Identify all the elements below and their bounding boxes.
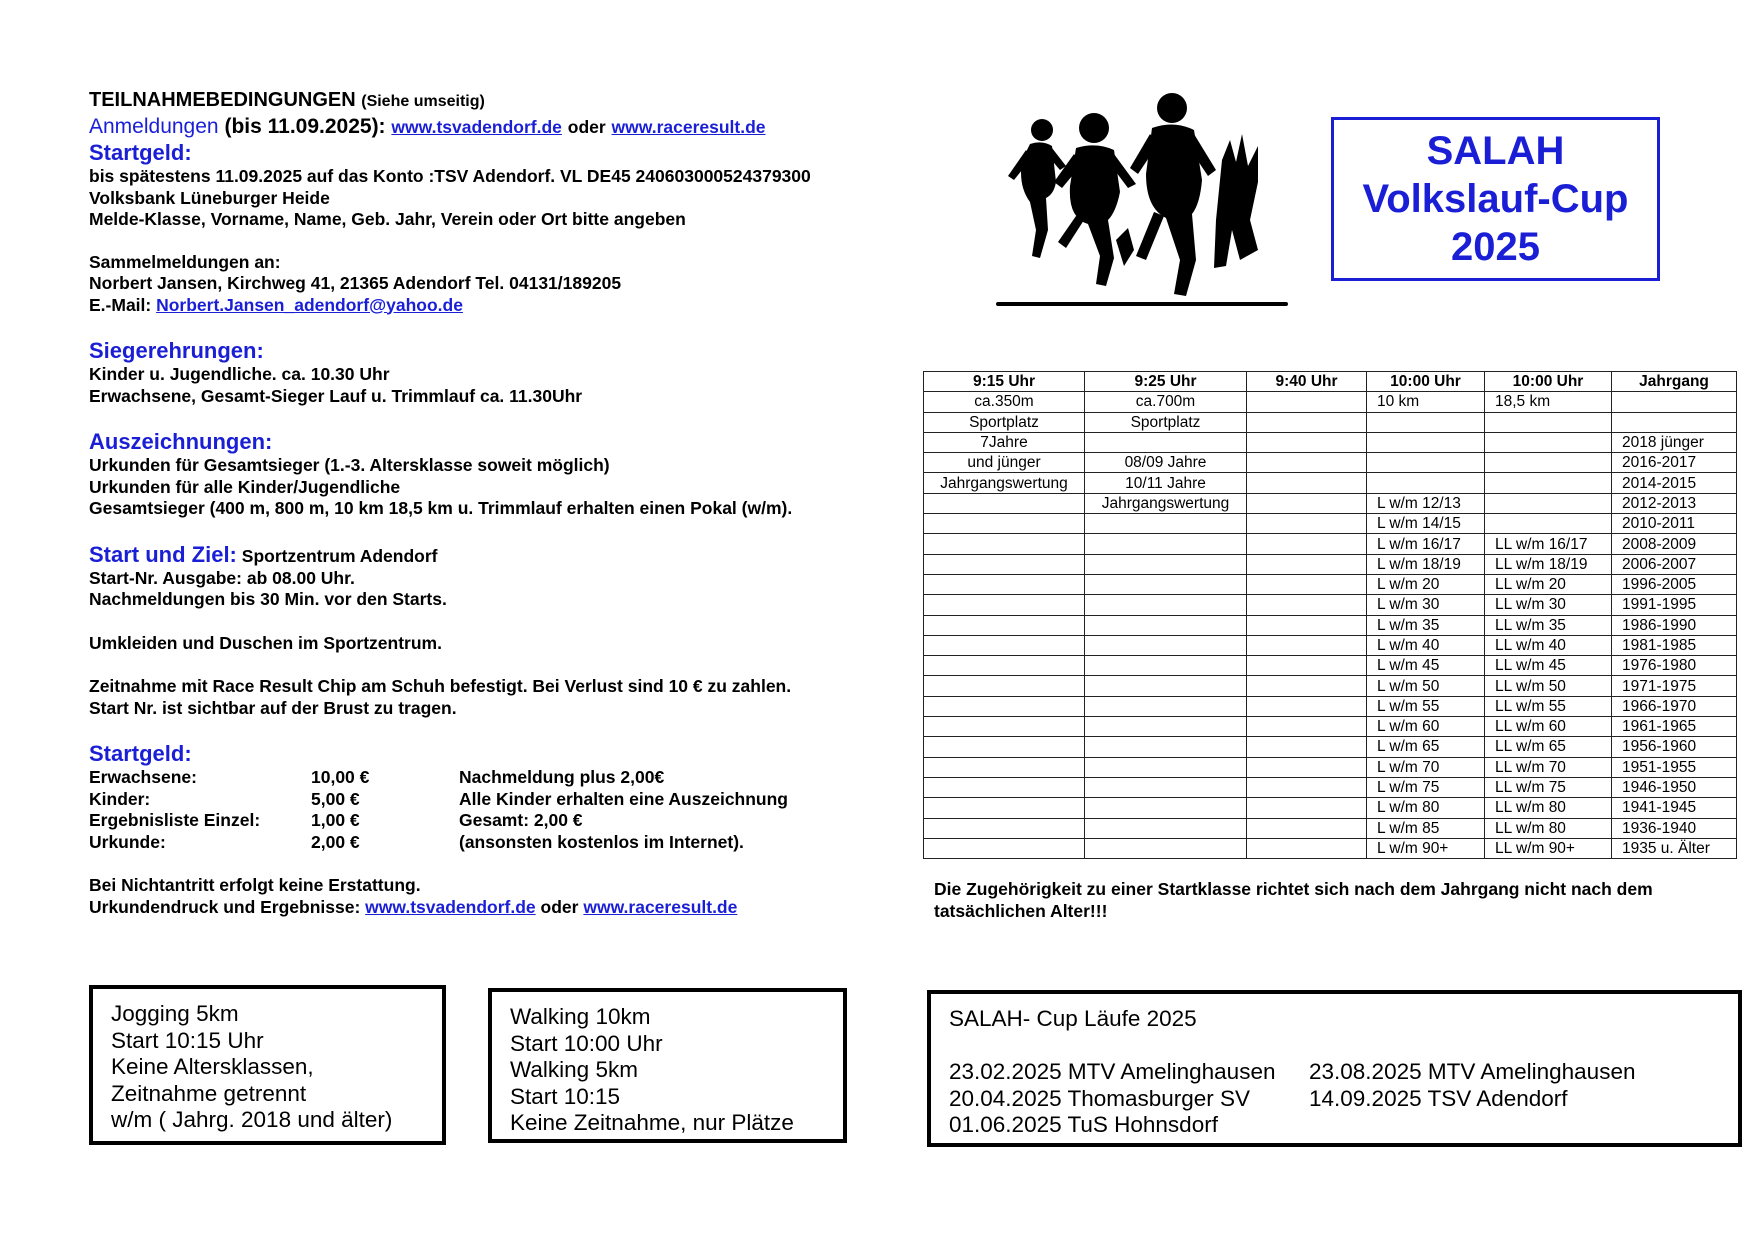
no-refund: Bei Nichtantritt erfolgt keine Erstattung. — [89, 875, 421, 895]
table-cell — [1247, 534, 1367, 554]
table-cell — [1247, 757, 1367, 777]
table-cell — [924, 737, 1085, 757]
table-cell: 2016-2017 — [1612, 453, 1737, 473]
table-cell: L w/m 75 — [1367, 777, 1485, 797]
table-cell — [924, 757, 1085, 777]
table-cell — [1367, 473, 1485, 493]
table-cell — [1085, 635, 1247, 655]
table-row — [924, 615, 1737, 635]
table-row — [924, 676, 1737, 696]
table-cell: LL w/m 20 — [1485, 574, 1612, 594]
group-registration-label: Sammelmeldungen an: — [89, 251, 281, 272]
conditions-title: TEILNAHMEBEDINGUNGEN — [89, 89, 356, 111]
jogging-line: Jogging 5km — [111, 1001, 239, 1026]
table-cell: 18,5 km — [1485, 392, 1612, 412]
late-registration: Nachmeldungen bis 30 Min. vor den Starts. — [89, 589, 447, 609]
table-cell: 1935 u. Älter — [1612, 838, 1737, 858]
table-cell — [1085, 574, 1247, 594]
table-cell: LL w/m 65 — [1485, 737, 1612, 757]
table-row — [924, 737, 1737, 757]
table-row — [924, 635, 1737, 655]
table-cell — [1247, 798, 1367, 818]
cup-race: 23.02.2025 MTV Amelinghausen — [949, 1059, 1276, 1084]
table-cell: 1941-1945 — [1612, 798, 1737, 818]
results-tsv-link[interactable]: www.tsvadendorf.de — [365, 896, 536, 917]
table-cell — [924, 493, 1085, 513]
table-cell: LL w/m 60 — [1485, 717, 1612, 737]
walking-line: Keine Zeitnahme, nur Plätze — [510, 1110, 794, 1135]
table-row — [924, 838, 1737, 858]
table-cell — [1247, 615, 1367, 635]
table-cell — [924, 554, 1085, 574]
table-cell — [1247, 453, 1367, 473]
fee-label: Kinder: — [89, 788, 151, 809]
entry-fee-info: Melde-Klasse, Vorname, Name, Geb. Jahr, Verein oder Ort bitte angeben — [89, 209, 686, 229]
table-cell: L w/m 40 — [1367, 635, 1485, 655]
table-cell: LL w/m 50 — [1485, 676, 1612, 696]
table-cell — [1247, 737, 1367, 757]
table-cell: 10/11 Jahre — [1085, 473, 1247, 493]
table-cell — [924, 534, 1085, 554]
fee-amount: 10,00 € — [311, 767, 370, 787]
walking-line: Start 10:15 — [510, 1083, 621, 1109]
table-row — [924, 574, 1737, 594]
jogging-line: Start 10:15 Uhr — [111, 1027, 264, 1053]
table-cell — [1367, 453, 1485, 473]
walking-line: Walking 10km — [510, 1004, 651, 1029]
table-header-row — [924, 372, 1737, 392]
table-cell: LL w/m 75 — [1485, 777, 1612, 797]
table-cell: 1966-1970 — [1612, 696, 1737, 716]
table-cell — [1085, 717, 1247, 737]
walking-box — [488, 988, 847, 1143]
table-cell: 10 km — [1367, 392, 1485, 412]
table-cell — [1085, 777, 1247, 797]
fee-amount: 2,00 € — [311, 831, 360, 852]
table-cell — [1085, 595, 1247, 615]
table-cell: LL w/m 40 — [1485, 635, 1612, 655]
jogging-box — [89, 985, 446, 1145]
results-line — [89, 897, 899, 919]
registration-label: Anmeldungen — [89, 115, 219, 138]
award-ceremony-kids: Kinder u. Jugendliche. ca. 10.30 Uhr — [89, 364, 390, 384]
table-cell: L w/m 16/17 — [1367, 534, 1485, 554]
fee-label: Ergebnisliste Einzel: — [89, 810, 261, 830]
cup-race: 23.08.2025 MTV Amelinghausen — [1309, 1059, 1636, 1084]
start-finish-place: Sportzentrum Adendorf — [241, 545, 438, 566]
table-row — [924, 656, 1737, 676]
table-row — [924, 757, 1737, 777]
cup-schedule-box — [927, 990, 1742, 1147]
table-cell — [1085, 534, 1247, 554]
table-cell: L w/m 90+ — [1367, 838, 1485, 858]
registration-deadline: (bis 11.09.2025): — [224, 115, 386, 138]
table-cell: 2012-2013 — [1612, 493, 1737, 513]
table-cell: 2010-2011 — [1612, 514, 1737, 534]
table-cell — [1612, 392, 1737, 412]
table-cell — [1247, 554, 1367, 574]
table-row — [924, 453, 1737, 473]
table-cell: L w/m 20 — [1367, 574, 1485, 594]
table-cell — [1085, 757, 1247, 777]
table-cell — [1085, 615, 1247, 635]
table-row — [924, 432, 1737, 452]
jogging-line: Zeitnahme getrennt — [111, 1080, 307, 1106]
table-cell — [1485, 432, 1612, 452]
table-cell: 2008-2009 — [1612, 534, 1737, 554]
entry-fee-heading: Startgeld: — [89, 140, 192, 165]
age-class-table — [923, 371, 1737, 859]
table-cell: L w/m 35 — [1367, 615, 1485, 635]
table-cell: L w/m 65 — [1367, 737, 1485, 757]
table-cell: L w/m 85 — [1367, 818, 1485, 838]
table-cell: L w/m 30 — [1367, 595, 1485, 615]
table-header: 9:40 Uhr — [1247, 372, 1367, 392]
table-cell: Sportplatz — [924, 412, 1085, 432]
award-ceremony-adults: Erwachsene, Gesamt-Sieger Lauf u. Trimmlauf ca. 11.30Uhr — [89, 385, 583, 406]
table-cell — [1247, 696, 1367, 716]
table-cell — [1247, 432, 1367, 452]
table-cell — [1485, 493, 1612, 513]
table-cell: 1976-1980 — [1612, 656, 1737, 676]
table-cell — [924, 615, 1085, 635]
table-cell: LL w/m 90+ — [1485, 838, 1612, 858]
table-cell — [1247, 838, 1367, 858]
table-cell: LL w/m 35 — [1485, 615, 1612, 635]
table-cell: ca.350m — [924, 392, 1085, 412]
table-cell — [1085, 554, 1247, 574]
table-cell: Jahrgangswertung — [1085, 493, 1247, 513]
table-cell — [1247, 595, 1367, 615]
table-cell: L w/m 12/13 — [1367, 493, 1485, 513]
fee-amount: 1,00 € — [311, 810, 360, 830]
table-row — [924, 818, 1737, 838]
table-cell: LL w/m 45 — [1485, 656, 1612, 676]
table-cell: 1981-1985 — [1612, 635, 1737, 655]
fee-amount: 5,00 € — [311, 788, 360, 809]
table-cell — [1485, 473, 1612, 493]
email-label: E.-Mail: — [89, 294, 152, 315]
table-header: 9:25 Uhr — [1085, 372, 1247, 392]
table-cell: 2014-2015 — [1612, 473, 1737, 493]
table-cell — [924, 676, 1085, 696]
table-cell — [1247, 392, 1367, 412]
cup-title-line-1: SALAH — [1426, 129, 1565, 173]
table-cell — [924, 635, 1085, 655]
fee-note: (ansonsten kostenlos im Internet). — [459, 831, 744, 852]
table-cell — [924, 717, 1085, 737]
table-cell — [1247, 777, 1367, 797]
table-row — [924, 412, 1737, 432]
cup-schedule-title: SALAH- Cup Läufe 2025 — [949, 1006, 1197, 1031]
table-cell: LL w/m 30 — [1485, 595, 1612, 615]
or-text: oder — [567, 117, 606, 137]
email-link[interactable]: Norbert.Jansen_adendorf@yahoo.de — [156, 294, 463, 315]
table-cell: LL w/m 80 — [1485, 798, 1612, 818]
table-cell — [1247, 717, 1367, 737]
table-cell: L w/m 14/15 — [1367, 514, 1485, 534]
conditions-title-line — [89, 88, 899, 114]
start-finish-line — [89, 542, 899, 568]
table-cell: ca.700m — [1085, 392, 1247, 412]
table-cell: L w/m 50 — [1367, 676, 1485, 696]
table-cell — [924, 777, 1085, 797]
cup-race: 01.06.2025 TuS Hohnsdorf — [949, 1112, 1218, 1137]
changing-rooms: Umkleiden und Duschen im Sportzentrum. — [89, 632, 442, 653]
table-cell: LL w/m 80 — [1485, 818, 1612, 838]
table-header: 10:00 Uhr — [1485, 372, 1612, 392]
table-cell — [1085, 838, 1247, 858]
table-cell: 1946-1950 — [1612, 777, 1737, 797]
table-cell — [1085, 818, 1247, 838]
table-header: 9:15 Uhr — [924, 372, 1085, 392]
table-cell — [1485, 514, 1612, 534]
table-cell — [1367, 432, 1485, 452]
cup-race: 14.09.2025 TSV Adendorf — [1309, 1085, 1568, 1111]
table-cell — [1485, 412, 1612, 432]
table-cell: L w/m 80 — [1367, 798, 1485, 818]
timing-line-1: Zeitnahme mit Race Result Chip am Schuh befestigt. Bei Verlust sind 10 € zu zahlen. — [89, 676, 792, 696]
table-row — [924, 595, 1737, 615]
table-cell: 1991-1995 — [1612, 595, 1737, 615]
table-cell — [924, 574, 1085, 594]
table-cell — [1085, 737, 1247, 757]
table-cell — [1247, 574, 1367, 594]
table-cell — [924, 838, 1085, 858]
email-line — [89, 295, 899, 317]
timing-line-2: Start Nr. ist sichtbar auf der Brust zu tragen. — [89, 697, 457, 718]
table-row — [924, 777, 1737, 797]
award-ceremony-heading: Siegerehrungen: — [89, 338, 264, 363]
table-cell: 1986-1990 — [1612, 615, 1737, 635]
awards-line-3: Gesamtsieger (400 m, 800 m, 10 km 18,5 km u. Trimmlauf erhalten einen Pokal (w/m). — [89, 498, 793, 518]
table-cell: L w/m 18/19 — [1367, 554, 1485, 574]
registration-conditions — [89, 88, 899, 918]
table-cell: 1996-2005 — [1612, 574, 1737, 594]
registration-line — [89, 114, 899, 140]
table-cell: 7Jahre — [924, 432, 1085, 452]
table-cell: LL w/m 16/17 — [1485, 534, 1612, 554]
jogging-line: w/m ( Jahrg. 2018 und älter) — [111, 1107, 393, 1132]
table-cell — [1085, 696, 1247, 716]
table-cell: Jahrgangswertung — [924, 473, 1085, 493]
table-cell — [1247, 412, 1367, 432]
table-cell — [1085, 514, 1247, 534]
bib-pickup: Start-Nr. Ausgabe: ab 08.00 Uhr. — [89, 567, 355, 588]
table-cell: L w/m 45 — [1367, 656, 1485, 676]
table-cell — [924, 514, 1085, 534]
entry-fee-account: bis spätestens 11.09.2025 auf das Konto :TSV Adendorf. VL DE45 240603000524379300 — [89, 166, 811, 186]
awards-line-1: Urkunden für Gesamtsieger (1.-3. Altersklasse soweit möglich) — [89, 455, 610, 475]
tsv-adendorf-link[interactable]: www.tsvadendorf.de — [391, 117, 562, 137]
table-cell — [1085, 798, 1247, 818]
fee-note: Gesamt: 2,00 € — [459, 810, 583, 830]
table-cell — [924, 798, 1085, 818]
start-finish-heading: Start und Ziel: — [89, 541, 237, 567]
table-cell: L w/m 60 — [1367, 717, 1485, 737]
table-cell — [1247, 818, 1367, 838]
table-cell: L w/m 70 — [1367, 757, 1485, 777]
fee-label: Urkunde: — [89, 831, 166, 852]
table-cell — [924, 696, 1085, 716]
group-registration-address: Norbert Jansen, Kirchweg 41, 21365 Adendorf Tel. 04131/189205 — [89, 273, 622, 293]
fees-grid — [89, 767, 899, 853]
cup-title-line-3: 2025 — [1451, 225, 1540, 269]
table-row — [924, 554, 1737, 574]
table-cell — [1085, 656, 1247, 676]
table-cell: 1971-1975 — [1612, 676, 1737, 696]
fee-label: Erwachsene: — [89, 767, 197, 787]
table-cell — [1247, 493, 1367, 513]
table-row — [924, 696, 1737, 716]
age-class-note: Die Zugehörigkeit zu einer Startklasse richtet sich nach dem Jahrgang nicht nach dem tatsächlichen Alter!!! — [934, 879, 1653, 921]
jogging-line: Keine Altersklassen, — [111, 1054, 314, 1079]
table-cell — [1367, 412, 1485, 432]
awards-line-2: Urkunden für alle Kinder/Jugendliche — [89, 476, 401, 497]
cup-title-line-2: Volkslauf-Cup — [1362, 177, 1629, 221]
entry-fee-bank: Volksbank Lüneburger Heide — [89, 187, 330, 208]
table-row — [924, 534, 1737, 554]
fee-note: Nachmeldung plus 2,00€ — [459, 767, 665, 787]
table-cell — [1085, 676, 1247, 696]
table-cell: 1956-1960 — [1612, 737, 1737, 757]
walking-line: Walking 5km — [510, 1057, 638, 1082]
table-row — [924, 717, 1737, 737]
table-cell: 2018 jünger — [1612, 432, 1737, 452]
cup-title-box — [1331, 117, 1660, 281]
table-cell — [1247, 473, 1367, 493]
cup-schedule-grid — [949, 1059, 1738, 1139]
awards-heading: Auszeichnungen: — [89, 429, 273, 454]
table-cell: 1936-1940 — [1612, 818, 1737, 838]
table-cell — [1247, 656, 1367, 676]
table-cell: 08/09 Jahre — [1085, 453, 1247, 473]
results-raceresult-link[interactable]: www.raceresult.de — [583, 896, 738, 917]
raceresult-link[interactable]: www.raceresult.de — [611, 117, 766, 137]
table-cell: 1961-1965 — [1612, 717, 1737, 737]
table-cell: LL w/m 55 — [1485, 696, 1612, 716]
table-row — [924, 493, 1737, 513]
table-header: Jahrgang — [1612, 372, 1737, 392]
table-header: 10:00 Uhr — [1367, 372, 1485, 392]
table-cell — [1247, 514, 1367, 534]
table-row — [924, 392, 1737, 412]
cup-race: 20.04.2025 Thomasburger SV — [949, 1085, 1251, 1111]
table-cell — [924, 656, 1085, 676]
or-text: oder — [540, 896, 579, 917]
table-cell — [924, 818, 1085, 838]
table-row — [924, 798, 1737, 818]
table-cell: LL w/m 70 — [1485, 757, 1612, 777]
table-cell: und jünger — [924, 453, 1085, 473]
conditions-title-note: (Siehe umseitig) — [361, 93, 485, 110]
walking-line: Start 10:00 Uhr — [510, 1030, 663, 1056]
results-label: Urkundendruck und Ergebnisse: — [89, 896, 361, 917]
table-cell — [1485, 453, 1612, 473]
table-cell: LL w/m 18/19 — [1485, 554, 1612, 574]
table-cell: 1951-1955 — [1612, 757, 1737, 777]
fee-note: Alle Kinder erhalten eine Auszeichnung — [459, 788, 788, 809]
table-cell — [1247, 635, 1367, 655]
table-cell: L w/m 55 — [1367, 696, 1485, 716]
runners-icon — [996, 90, 1292, 312]
table-cell — [924, 595, 1085, 615]
table-row — [924, 514, 1737, 534]
table-cell — [1612, 412, 1737, 432]
table-cell — [1247, 676, 1367, 696]
table-cell — [1085, 432, 1247, 452]
table-cell: 2006-2007 — [1612, 554, 1737, 574]
fees-heading: Startgeld: — [89, 741, 192, 766]
cup-race — [1309, 1112, 1669, 1139]
table-cell: Sportplatz — [1085, 412, 1247, 432]
table-row — [924, 473, 1737, 493]
